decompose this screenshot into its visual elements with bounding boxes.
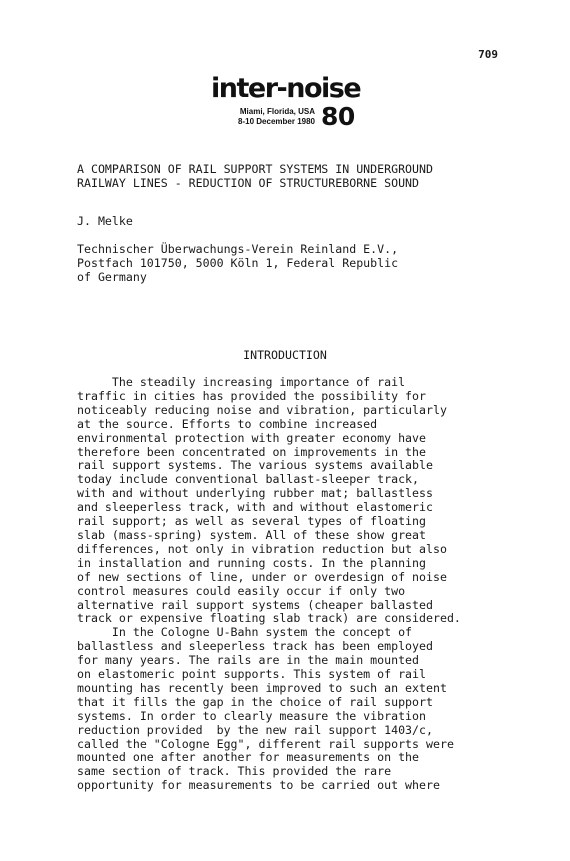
affiliation-line: Postfach 101750, 5000 Köln 1, Federal Republic (77, 255, 399, 270)
author-affiliation (77, 243, 398, 285)
body-line: that it fills the gap in the choice of rail support (77, 694, 433, 709)
section-heading (0, 349, 570, 363)
body-line: rail support; as well as several types of floating (77, 514, 427, 529)
conference-details (219, 107, 315, 127)
body-line: mounting has recently been improved to such an extent (77, 680, 447, 695)
body-line: environmental protection with greater economy have (77, 430, 427, 445)
affiliation-line: of Germany (77, 269, 147, 284)
conference-location: Miami, Florida, USA (239, 107, 315, 116)
body-line: control measures could easily occur if only two (77, 583, 406, 598)
body-line: slab (mass-spring) system. All of these show great (77, 527, 427, 542)
title-line: RAILWAY LINES - REDUCTION OF STRUCTUREBORNE SOUND (77, 175, 420, 190)
title-line: A COMPARISON OF RAIL SUPPORT SYSTEMS IN UNDERGROUND (77, 162, 433, 176)
conference-dates: 8-10 December 1980 (238, 117, 315, 126)
body-line: in installation and running costs. In the planning (77, 555, 427, 570)
body-line: at the source. Efforts to combine increased (77, 416, 378, 431)
body-line: reduction provided by the new rail support 1403/c, (77, 722, 433, 737)
body-line: with and without underlying rubber mat; ballastless (77, 486, 433, 501)
paper-title (77, 163, 497, 191)
body-line: traffic in cities has provided the possibility for (77, 388, 427, 403)
body-line: mounted one after another for measurements on the (77, 750, 420, 765)
body-line: therefore been concentrated on improvements in the (77, 444, 427, 459)
body-line: and sleeperless track, with and without elastomeric (77, 500, 433, 515)
body-line: The steadily increasing importance of rail (77, 375, 406, 389)
section-heading-text: INTRODUCTION (243, 348, 327, 362)
page-number: 709 (478, 48, 498, 61)
body-line: noticeably reducing noise and vibration, particularly (77, 402, 447, 417)
body-line: today include conventional ballast-sleeper track, (77, 472, 420, 487)
body-line: systems. In order to clearly measure the vibration (77, 708, 427, 723)
body-line: track or expensive floating slab track) are considered. (77, 611, 461, 626)
conference-year: 80 (321, 102, 355, 131)
author-name: J. Melke (77, 214, 133, 228)
body-line: for many years. The rails are in the main mounted (77, 653, 420, 668)
body-line: rail support systems. The various systems available (77, 458, 433, 473)
conference-logo (211, 74, 361, 136)
affiliation-line: Technischer Überwachungs-Verein Reinland E.V., (77, 242, 399, 256)
body-text (77, 376, 497, 793)
body-line: on elastomeric point supports. This system of rail (77, 667, 427, 682)
body-line: differences, not only in vibration reduction but also (77, 541, 447, 556)
body-line: same section of track. This provided the rare (77, 764, 392, 779)
body-line: ballastless and sleeperless track has been employed (77, 639, 433, 654)
body-line: of new sections of line, under or overdesign of noise (77, 569, 447, 584)
body-line: opportunity for measurements to be carried out where (77, 778, 440, 793)
conference-name: inter-noise (211, 73, 361, 104)
body-line: alternative rail support systems (cheaper ballasted (77, 597, 433, 612)
body-line: called the "Cologne Egg", different rail supports were (77, 736, 454, 751)
body-line: In the Cologne U-Bahn system the concept of (77, 625, 413, 640)
